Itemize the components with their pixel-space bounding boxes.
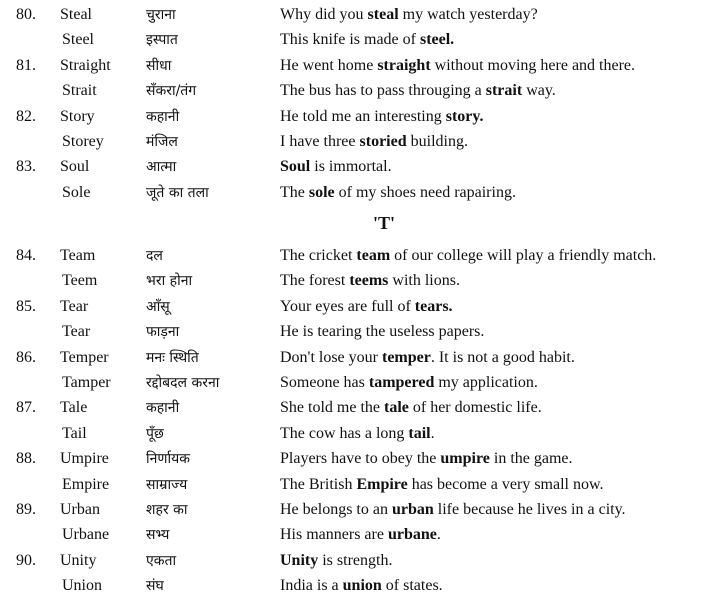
example-sentence: She told me the tale of her domestic life. (280, 399, 542, 417)
english-word: Urbane (62, 526, 110, 544)
highlighted-word: tail (408, 424, 431, 442)
entry-number: 90. (16, 551, 36, 569)
highlighted-word: tale (383, 399, 409, 417)
hindi-meaning: संघ (146, 578, 164, 595)
hindi-meaning: शहर का (146, 502, 188, 518)
word-row (0, 523, 711, 547)
entry-number: 83. (16, 158, 36, 176)
example-sentence: Your eyes are full of tears. (280, 297, 453, 315)
highlighted-word: union (342, 577, 382, 595)
word-row (0, 130, 711, 154)
entry-number: 85. (16, 297, 36, 315)
hindi-meaning: दल (146, 248, 163, 264)
hindi-meaning: फाड़ना (146, 324, 180, 341)
word-row (0, 498, 711, 522)
hindi-meaning: रद्दोबदल करना (146, 375, 220, 391)
example-sentence: This knife is made of steel. (280, 31, 455, 49)
example-sentence: The sole of my shoes need rapairing. (280, 183, 516, 201)
word-row (0, 28, 711, 52)
example-sentence: India is a union of states. (280, 577, 443, 595)
highlighted-word: steel. (419, 31, 455, 49)
highlighted-word: Empire (356, 475, 408, 493)
hindi-meaning: कहानी (146, 108, 180, 125)
word-row (0, 79, 711, 103)
entry-number: 82. (16, 107, 36, 125)
hindi-meaning: साम्राज्य (146, 476, 188, 493)
example-sentence: I have three storied building. (280, 133, 468, 150)
hindi-meaning: आत्मा (146, 159, 177, 176)
highlighted-word: urban (391, 501, 434, 518)
english-word: Temper (60, 348, 109, 366)
highlighted-word: sole (308, 183, 335, 201)
english-word: Tale (60, 399, 88, 417)
english-word: Tear (62, 323, 91, 341)
word-row (0, 549, 711, 573)
example-sentence: Players have to obey the umpire in the game. (280, 450, 573, 468)
hindi-meaning: चुराना (146, 7, 176, 23)
english-word: Tear (60, 297, 89, 315)
example-sentence: The cricket team of our college will play a friendly match. (280, 247, 657, 264)
english-word: Urban (60, 501, 100, 518)
hindi-meaning: सीधा (146, 57, 172, 74)
word-row (0, 54, 711, 78)
highlighted-word: team (356, 247, 391, 264)
highlighted-word: straight (377, 56, 431, 74)
word-row (0, 295, 711, 319)
highlighted-word: story. (445, 107, 484, 125)
word-row (0, 422, 711, 446)
highlighted-word: tears. (414, 297, 453, 315)
highlighted-word: storied (359, 133, 407, 150)
highlighted-word: temper (381, 348, 431, 366)
example-sentence: Why did you steal my watch yesterday? (280, 6, 538, 23)
english-word: Steal (60, 6, 92, 23)
hindi-meaning: मंजिल (146, 134, 178, 150)
entry-number: 88. (16, 450, 36, 468)
hindi-meaning: सभ्य (146, 527, 170, 544)
example-sentence: Unity is strength. (280, 551, 393, 569)
hindi-meaning: कहानी (146, 400, 180, 417)
english-word: Soul (60, 158, 90, 176)
example-sentence: Soul is immortal. (280, 158, 392, 176)
english-word: Umpire (60, 450, 109, 468)
highlighted-word: Unity (280, 551, 319, 569)
hindi-meaning: इस्पात (146, 32, 178, 49)
example-sentence: His manners are urbane. (280, 526, 441, 544)
hindi-meaning: निर्णायक (146, 451, 191, 468)
example-sentence: The bus has to pass througing a strait way. (280, 82, 556, 100)
word-row (0, 105, 711, 129)
highlighted-word: steal (367, 6, 399, 23)
example-sentence: The British Empire has become a very small now. (280, 475, 604, 493)
english-word: Steel (62, 31, 94, 49)
word-row (0, 371, 711, 395)
example-sentence: He went home straight without moving here and there. (280, 56, 636, 74)
word-row (0, 320, 711, 344)
entry-number: 84. (16, 247, 36, 264)
english-word: Empire (62, 475, 110, 493)
english-word: Tamper (62, 374, 111, 391)
word-row (0, 181, 711, 205)
english-word: Team (60, 247, 96, 264)
english-word: Straight (60, 56, 111, 74)
hindi-meaning: एकता (146, 552, 177, 569)
word-row (0, 346, 711, 370)
english-word: Union (62, 577, 102, 595)
highlighted-word: urbane (387, 526, 437, 544)
word-row (0, 396, 711, 420)
entry-number: 80. (16, 6, 36, 23)
word-row (0, 3, 711, 27)
example-sentence: The cow has a long tail. (280, 424, 435, 442)
hindi-meaning: सँकरा/तंग (146, 83, 197, 100)
example-sentence: He told me an interesting story. (280, 107, 484, 125)
entry-number: 89. (16, 501, 36, 518)
highlighted-word: Soul (280, 158, 311, 176)
hindi-meaning: पूँछ (146, 425, 164, 442)
highlighted-word: umpire (440, 450, 490, 468)
word-row (0, 574, 711, 598)
hindi-meaning: आँसू (146, 298, 170, 315)
example-sentence: Someone has tampered my application. (280, 374, 538, 391)
english-word: Tail (62, 424, 87, 442)
example-sentence: Don't lose your temper. It is not a good habit. (280, 348, 575, 366)
entry-number: 87. (16, 399, 36, 417)
english-word: Story (60, 107, 95, 125)
word-row (0, 473, 711, 497)
english-word: Teem (62, 272, 98, 290)
english-word: Strait (62, 82, 97, 100)
english-word: Storey (62, 133, 104, 150)
example-sentence: He belongs to an urban life because he lives in a city. (280, 501, 626, 518)
word-row (0, 244, 711, 268)
highlighted-word: tampered (368, 374, 435, 391)
hindi-meaning: मनः स्थिति (146, 349, 199, 366)
entry-number: 86. (16, 348, 36, 366)
english-word: Unity (60, 551, 97, 569)
word-row (0, 269, 711, 293)
entry-number: 81. (16, 56, 36, 74)
word-row (0, 447, 711, 471)
example-sentence: He is tearing the useless papers. (280, 323, 485, 341)
word-row (0, 155, 711, 179)
highlighted-word: teems (349, 272, 389, 290)
hindi-meaning: भरा होना (146, 273, 193, 290)
highlighted-word: strait (485, 82, 523, 100)
example-sentence: The forest teems with lions. (280, 272, 460, 290)
section-heading-label: 'T' (373, 213, 396, 233)
hindi-meaning: जूते का तला (146, 184, 209, 201)
english-word: Sole (62, 183, 91, 201)
